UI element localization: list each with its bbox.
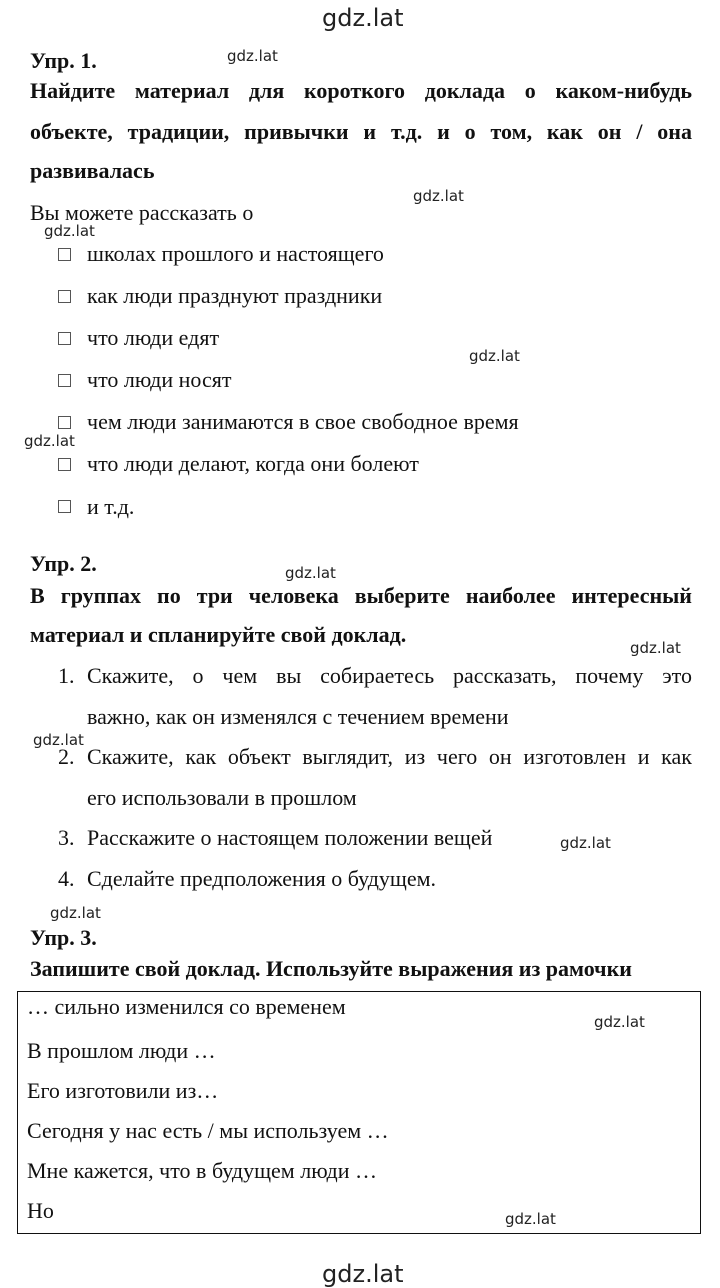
list-item: что люди делают, когда они болеют [87, 451, 419, 476]
exercise-1-task-line-2: объекте, традиции, привычки и т.д. и о том, как он / она [30, 119, 692, 144]
list-item: школах прошлого и настоящего [87, 241, 384, 266]
exercise-3-task: Запишите свой доклад. Используйте выражения из рамочки [30, 956, 632, 981]
exercise-1-intro: Вы можете рассказать о [30, 200, 254, 225]
exercise-2-task-line-2: материал и спланируйте свой доклад. [30, 622, 407, 647]
phrases-box [17, 991, 701, 1234]
watermark: gdz.lat [33, 731, 84, 749]
list-item: и т.д. [87, 494, 135, 519]
list-item: как люди празднуют праздники [87, 283, 383, 308]
step-text: Расскажите о настоящем положении вещей [87, 825, 493, 850]
watermark: gdz.lat [413, 187, 464, 205]
phrase: Сегодня у нас есть / мы используем … [27, 1118, 389, 1143]
step-text: Скажите, о чем вы собираетесь рассказать, почему это [87, 663, 692, 688]
phrase: В прошлом люди … [27, 1038, 216, 1063]
list-item: что люди едят [87, 325, 220, 350]
watermark: gdz.lat [285, 564, 336, 582]
phrase: Его изготовили из… [27, 1078, 219, 1103]
step-text-continued: важно, как он изменялся с течением времени [87, 704, 509, 729]
step-text: Сделайте предположения о будущем. [87, 866, 437, 891]
watermark: gdz.lat [505, 1210, 556, 1228]
exercise-3-title: Упр. 3. [30, 925, 97, 950]
step-text-continued: его использовали в прошлом [87, 785, 357, 810]
bullet-icon [58, 374, 71, 387]
watermark: gdz.lat [50, 904, 101, 922]
step-number: 2. [58, 744, 75, 769]
step-number: 3. [58, 825, 75, 850]
list-item: чем люди занимаются в свое свободное время [87, 409, 519, 434]
watermark-bottom: gdz.lat [322, 1260, 404, 1288]
bullet-icon [58, 248, 71, 261]
watermark: gdz.lat [24, 432, 75, 450]
watermark: gdz.lat [560, 834, 611, 852]
watermark: gdz.lat [44, 222, 95, 240]
watermark: gdz.lat [630, 639, 681, 657]
watermark: gdz.lat [469, 347, 520, 365]
bullet-icon [58, 458, 71, 471]
watermark-top: gdz.lat [322, 4, 404, 32]
bullet-icon [58, 290, 71, 303]
exercise-1-task-line-3: развивалась [30, 158, 155, 183]
exercise-1-task-line-1: Найдите материал для короткого доклада о каком-нибудь [30, 78, 692, 103]
bullet-icon [58, 500, 71, 513]
list-item: что люди носят [87, 367, 232, 392]
watermark: gdz.lat [594, 1013, 645, 1031]
step-number: 1. [58, 663, 75, 688]
phrase: Но [27, 1198, 54, 1223]
bullet-icon [58, 416, 71, 429]
phrase: … сильно изменился со временем [27, 994, 346, 1019]
step-text: Скажите, как объект выглядит, из чего он изготовлен и как [87, 744, 692, 769]
step-number: 4. [58, 866, 75, 891]
phrase: Мне кажется, что в будущем люди … [27, 1158, 377, 1183]
exercise-2-task-line-1: В группах по три человека выберите наиболее интересный [30, 583, 692, 608]
exercise-1-title: Упр. 1. [30, 48, 97, 73]
exercise-2-title: Упр. 2. [30, 551, 97, 576]
watermark: gdz.lat [227, 47, 278, 65]
bullet-icon [58, 332, 71, 345]
